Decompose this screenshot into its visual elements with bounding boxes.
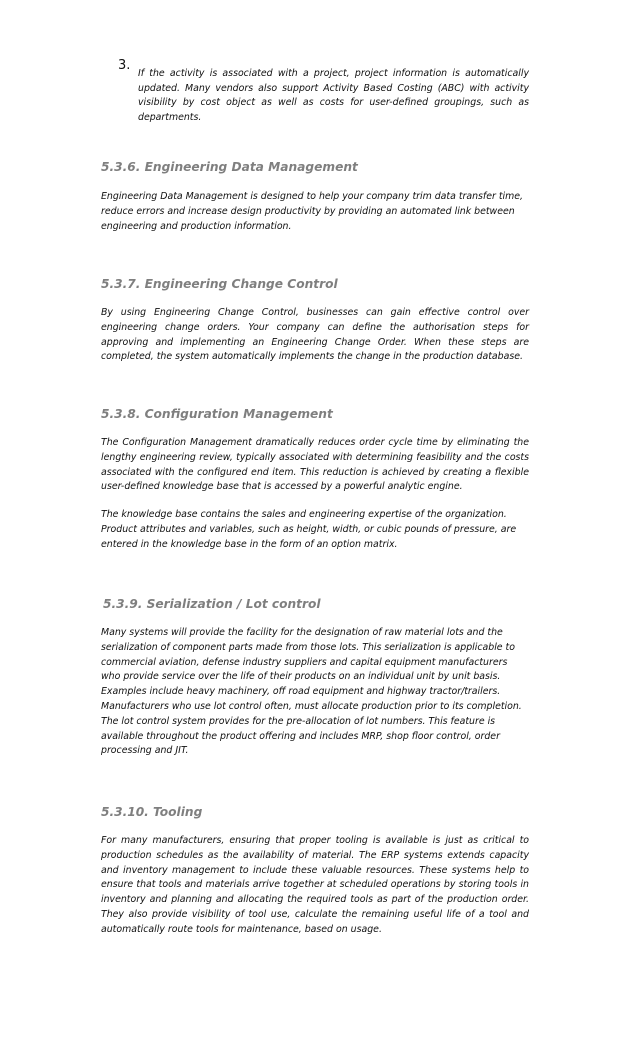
list-item-text: If the activity is associated with a project, project information is automatically updated. Many vendors also support Activity Based Costing (ABC) with activity visibility by cost object as well as costs for user-defined groupings, such as departments. [138, 68, 529, 123]
section-body [101, 306, 529, 365]
section-heading: 5.3.9. Serialization / Lot control [103, 597, 321, 611]
paragraph: For many manufacturers, ensuring that proper tooling is available is just as critical to production schedules as the availability of material. The ERP systems extends capacity and inventory management to include these valuable resources. These systems help to ensure that tools and materials arrive together at scheduled operations by storing tools in inventory and planning and allocating the required tools as part of the production order. They also provide visibility of tool use, calculate the remaining useful life of a tool and automatically route tools for maintenance, based on usage. [101, 835, 529, 935]
section-body [101, 190, 529, 234]
paragraph: By using Engineering Change Control, businesses can gain effective control over engineering change orders. Your company can define the authorisation steps for approving and implementing an Engineering Change Order. When these steps are completed, the system automatically implements the change in the production database. [101, 307, 529, 363]
section-heading: 5.3.8. Configuration Management [101, 407, 333, 421]
section-body [101, 626, 529, 759]
section-body [101, 834, 529, 938]
section-heading: 5.3.10. Tooling [101, 805, 203, 819]
paragraph: The knowledge base contains the sales and engineering expertise of the organization. Product attributes and variables, such as height, width, or cubic pounds of pressure, are entered in the knowledge base in the form of an option matrix. [101, 509, 517, 550]
numbered-list-item [118, 58, 529, 134]
section-body [101, 508, 529, 552]
paragraph: Engineering Data Management is designed to help your company trim data transfer time, reduce errors and increase design productivity by providing an automated link between engineering and production information. [101, 191, 523, 232]
list-item-number: 3. [118, 58, 131, 73]
paragraph: The Configuration Management dramatically reduces order cycle time by eliminating the lengthy engineering review, typically associated with determining feasibility and the costs associated with the configured end item. This reduction is achieved by creating a flexible user-defined knowledge base that is accessed by a powerful analytic engine. [101, 437, 529, 493]
paragraph: Many systems will provide the facility for the designation of raw material lots and the serialization of component parts made from those lots. This serialization is applicable to commercial aviation, defense industry suppliers and capital equipment manufacturers who provide service over the life of their products on an individual unit by unit basis. Examples include heavy machinery, off road equipment and highway tractor/trailers. Manufacturers who use lot control often, must allocate production prior to its completion. The lot control system provides for the pre-allocation of lot numbers. This feature is available throughout the product offering and includes MRP, shop floor control, order processing and JIT. [101, 627, 522, 757]
section-heading: 5.3.7. Engineering Change Control [101, 277, 338, 291]
section-body [101, 436, 529, 495]
section-heading: 5.3.6. Engineering Data Management [101, 160, 358, 174]
